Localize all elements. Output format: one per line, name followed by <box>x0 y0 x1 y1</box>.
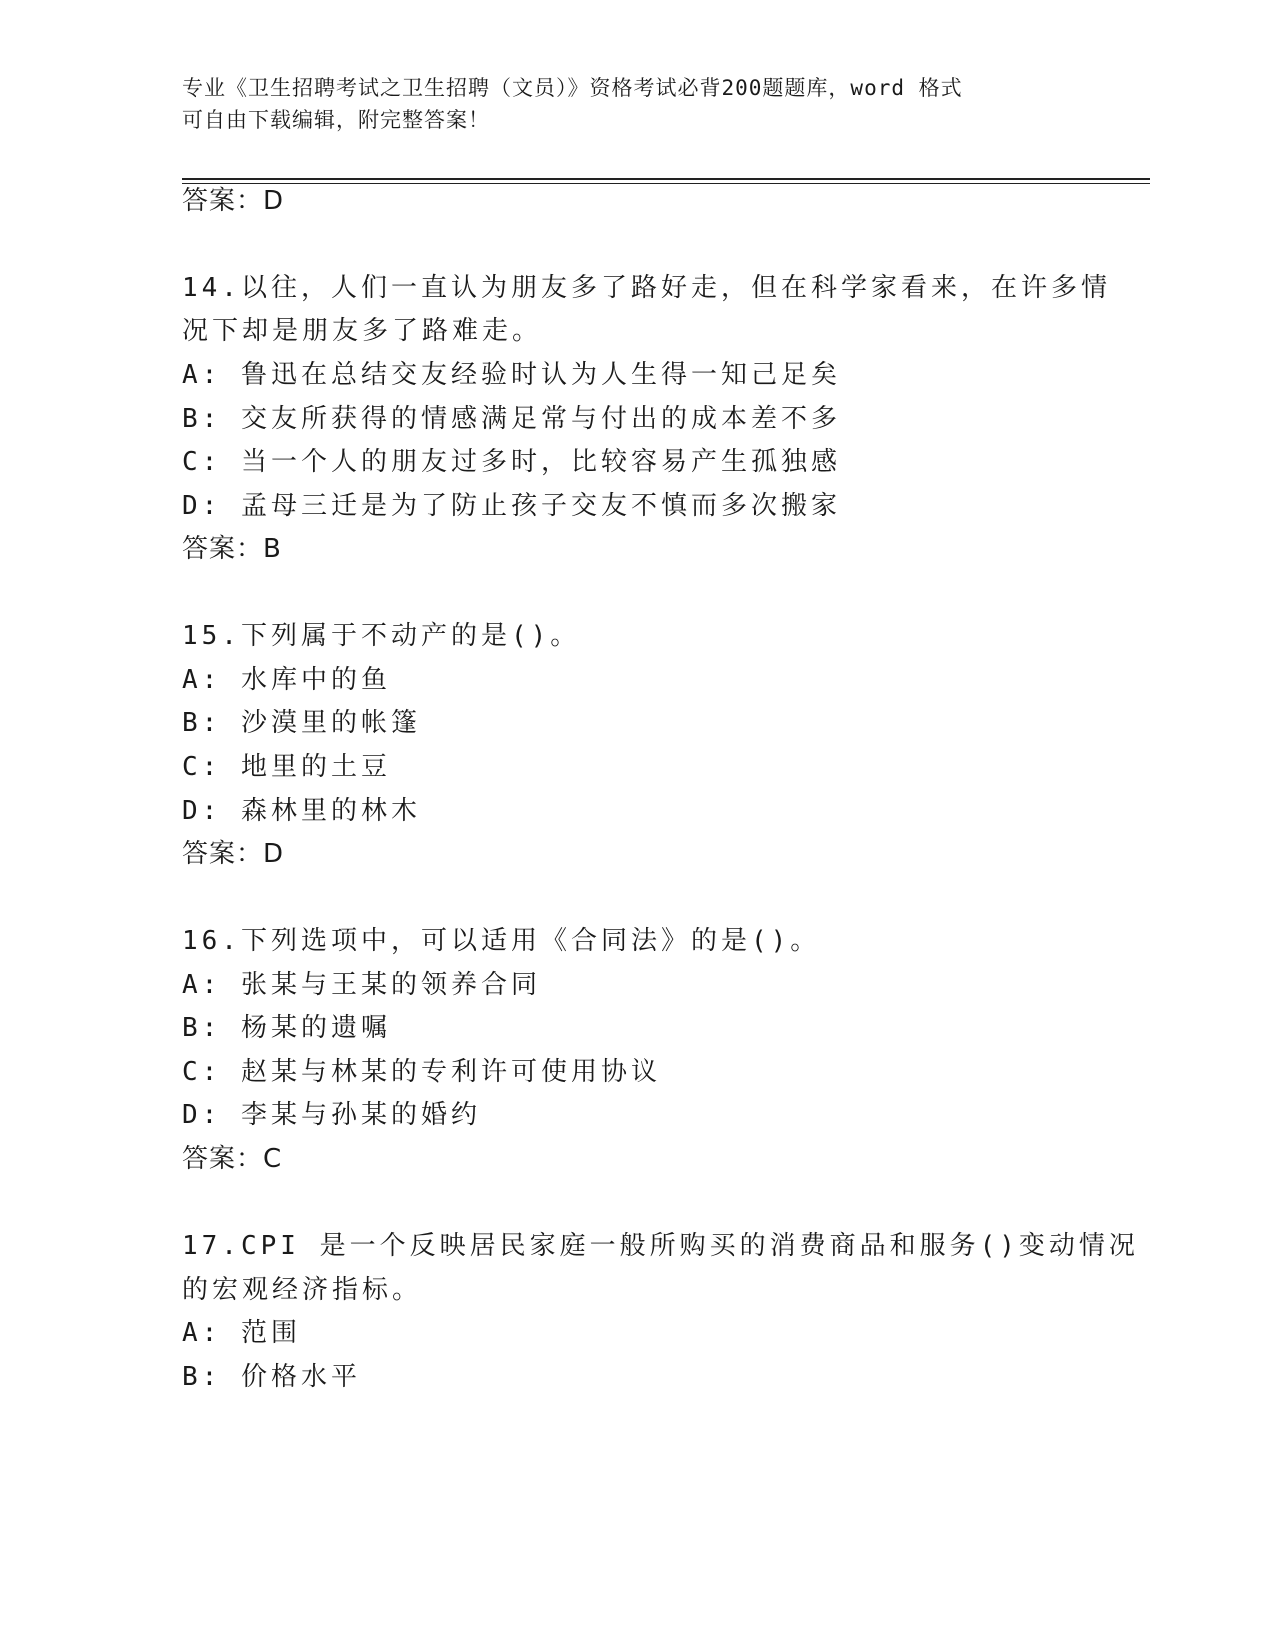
header-divider-thick <box>182 178 1150 180</box>
question-17-text-cont: 的宏观经济指标。 <box>182 1275 423 1305</box>
question-14-option-d: D: 孟母三迁是为了防止孩子交友不慎而多次搬家 <box>182 491 841 521</box>
answer-13: 答案：D <box>182 186 285 216</box>
answer-14: 答案：B <box>182 534 282 564</box>
question-14-option-c: C: 当一个人的朋友过多时，比较容易产生孤独感 <box>182 447 841 477</box>
question-16-option-b: B: 杨某的遗嘱 <box>182 1013 391 1043</box>
header-divider-thin <box>182 183 1150 184</box>
question-15-option-a: A: 水库中的鱼 <box>182 665 391 695</box>
question-14-text-cont: 况下却是朋友多了路难走。 <box>182 316 543 346</box>
question-16-option-c: C: 赵某与林某的专利许可使用协议 <box>182 1057 661 1087</box>
question-15-text: 15.下列属于不动产的是()。 <box>182 621 581 651</box>
document-header <box>182 72 1062 136</box>
question-14-text: 14.以往，人们一直认为朋友多了路好走，但在科学家看来，在许多情 <box>182 273 1111 303</box>
question-17-option-b: B: 价格水平 <box>182 1362 361 1392</box>
header-line-2: 可自由下载编辑，附完整答案！ <box>182 108 490 132</box>
question-16-option-a: A: 张某与王某的领养合同 <box>182 970 541 1000</box>
question-16-text: 16.下列选项中，可以适用《合同法》的是()。 <box>182 926 821 956</box>
question-15-option-b: B: 沙漠里的帐篷 <box>182 708 421 738</box>
answer-16: 答案：C <box>182 1144 283 1174</box>
question-17-text: 17.CPI 是一个反映居民家庭一般所购买的消费商品和服务()变动情况 <box>182 1231 1139 1261</box>
question-17-option-a: A: 范围 <box>182 1318 301 1348</box>
question-16-option-d: D: 李某与孙某的婚约 <box>182 1100 481 1130</box>
question-14-option-b: B: 交友所获得的情感满足常与付出的成本差不多 <box>182 404 841 434</box>
question-15-option-c: C: 地里的土豆 <box>182 752 391 782</box>
question-14-option-a: A: 鲁迅在总结交友经验时认为人生得一知己足矣 <box>182 360 841 390</box>
question-15-option-d: D: 森林里的林木 <box>182 796 421 826</box>
header-line-1: 专业《卫生招聘考试之卫生招聘（文员）》资格考试必背200题题库，word 格式 <box>182 76 963 100</box>
answer-15: 答案：D <box>182 839 285 869</box>
